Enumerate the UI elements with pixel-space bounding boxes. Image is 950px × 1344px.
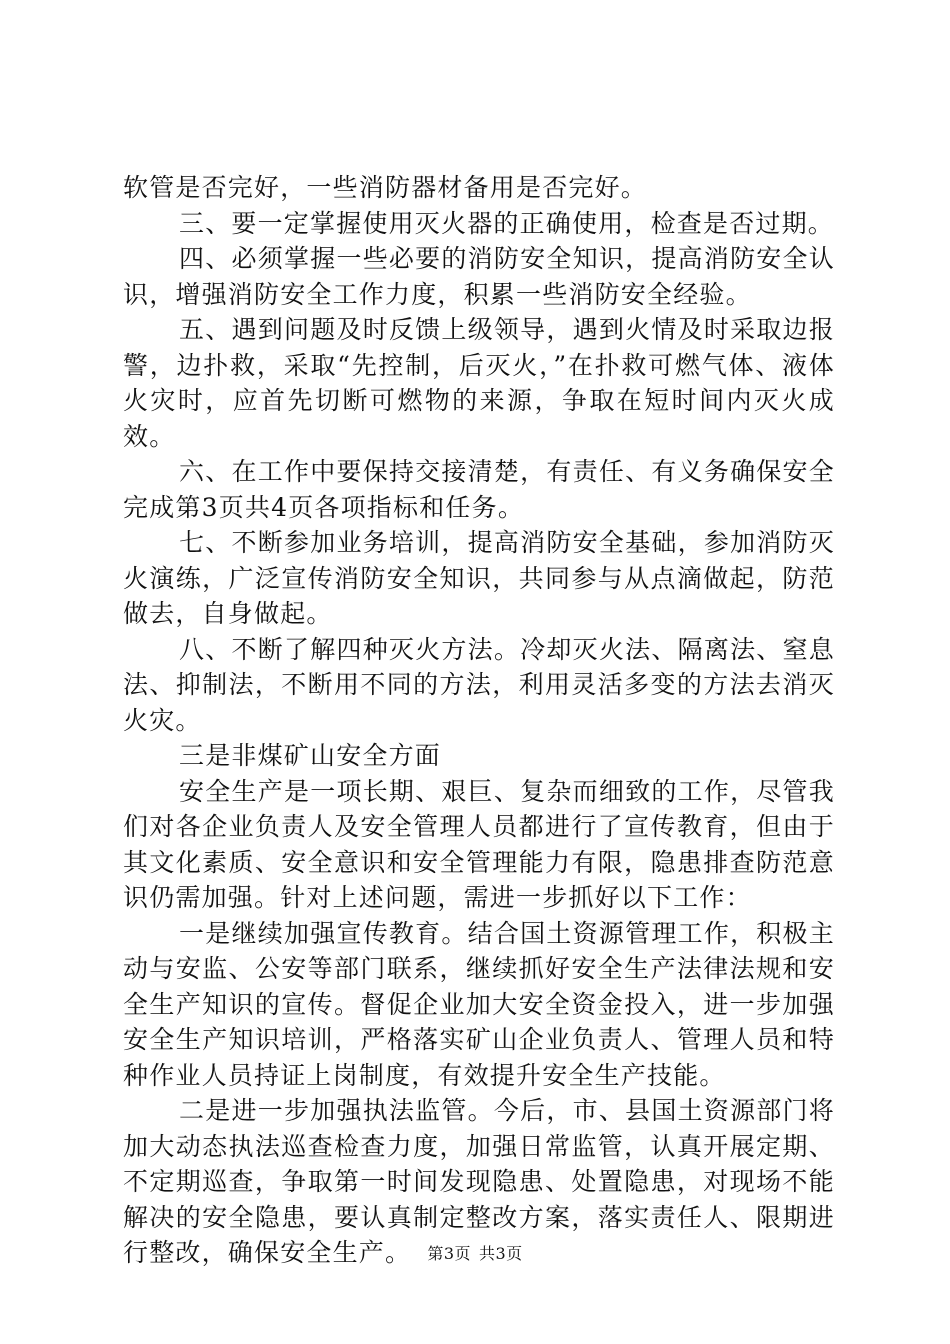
paragraph-11: 二是进一步加强执法监管。今后，市、县国土资源部门将加大动态执法巡查检查力度，加强日常监管，认真开展定期、不定期巡查，争取第一时间发现隐患、处置隐患，对现场不能解决的安全隐患，要认真制定整改方案，落实责任人、限期进行整改，确保安全生产。: [123, 1096, 835, 1267]
paragraph-7: 八、不断了解四种灭火方法。冷却灭火法、隔离法、窒息法、抑制法，不断用不同的方法，利用灵活多变的方法去消灭火灾。: [123, 634, 835, 735]
page-footer: [0, 1241, 950, 1264]
paragraph-5: 六、在工作中要保持交接清楚，有责任、有义务确保安全完成第3页共4页各项指标和任务。: [123, 457, 835, 522]
page-total: 共3页: [479, 1244, 523, 1263]
section-heading: 三是非煤矿山安全方面: [179, 741, 442, 770]
paragraph-9: 安全生产是一项长期、艰巨、复杂而细致的工作，尽管我们对各企业负责人及安全管理人员都进行了宣传教育，但由于其文化素质、安全意识和安全管理能力有限，隐患排查防范意识仍需加强。针对上述问题，需进一步抓好以下工作：: [123, 776, 835, 912]
paragraph-4: 五、遇到问题及时反馈上级领导，遇到火情及时采取边报警，边扑救，采取“先控制，后灭火，”在扑救可燃气体、液体火灾时，应首先切断可燃物的来源，争取在短时间内灭火成效。: [123, 315, 835, 451]
paragraph-3: 四、必须掌握一些必要的消防安全知识，提高消防安全认识，增强消防安全工作力度，积累一些消防安全经验。: [123, 244, 835, 309]
paragraph-2: 三、要一定掌握使用灭火器的正确使用，检查是否过期。: [179, 208, 835, 238]
paragraph-6: 七、不断参加业务培训，提高消防安全基础，参加消防灭火演练，广泛宣传消防安全知识，共同参与从点滴做起，防范做去，自身做起。: [123, 528, 835, 628]
paragraph-1: 软管是否完好，一些消防器材备用是否完好。: [123, 173, 648, 202]
document-body: [123, 170, 835, 1271]
paragraph-10: 一是继续加强宣传教育。结合国土资源管理工作，积极主动与安监、公安等部门联系，继续抓好安全生产法律法规和安全生产知识的宣传。督促企业加大安全资金投入，进一步加强安全生产知识培训，严格落实矿山企业负责人、管理人员和特种作业人员持证上岗制度，有效提升安全生产技能。: [123, 918, 835, 1090]
page-number: 第3页: [427, 1244, 471, 1263]
